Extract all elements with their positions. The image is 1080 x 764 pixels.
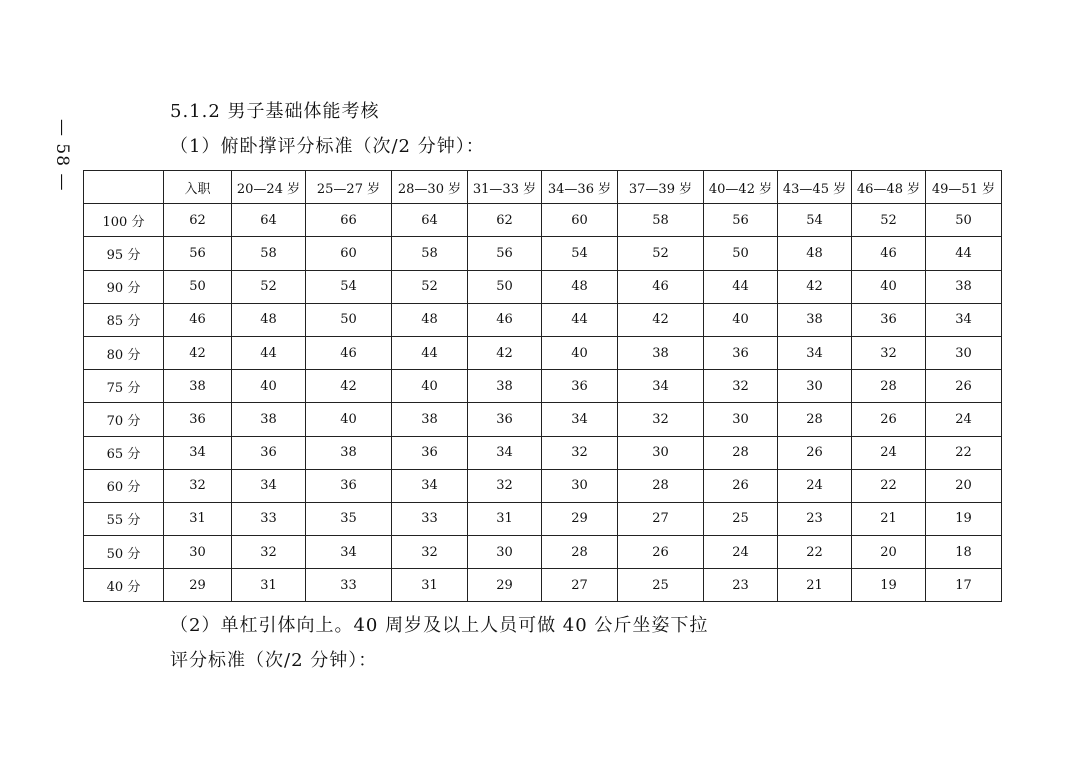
table-cell: 46 (618, 270, 704, 303)
table-row (84, 536, 1002, 569)
table-row (84, 370, 1002, 403)
table-cell: 48 (542, 270, 618, 303)
table-header-cell: 37—39 岁 (618, 171, 704, 204)
table-header-row (84, 171, 1002, 204)
table-cell: 62 (468, 204, 542, 237)
score-label-cell: 60 分 (84, 469, 164, 502)
table-cell: 31 (232, 569, 306, 602)
table-cell: 42 (778, 270, 852, 303)
pushup-score-table (83, 170, 1002, 602)
table-cell: 19 (926, 502, 1002, 535)
table-cell: 58 (232, 237, 306, 270)
table-cell: 34 (542, 403, 618, 436)
table-cell: 20 (852, 536, 926, 569)
table-cell: 36 (232, 436, 306, 469)
table-cell: 32 (164, 469, 232, 502)
table-cell: 42 (306, 370, 392, 403)
table-cell: 44 (926, 237, 1002, 270)
table-cell: 56 (704, 204, 778, 237)
table-cell: 34 (392, 469, 468, 502)
table-cell: 38 (926, 270, 1002, 303)
pullup-standard-heading: （2）单杠引体向上。40 周岁及以上人员可做 40 公斤坐姿下拉 (170, 615, 709, 636)
table-header-cell: 40—42 岁 (704, 171, 778, 204)
table-cell: 40 (392, 370, 468, 403)
table-cell: 34 (618, 370, 704, 403)
table-cell: 28 (852, 370, 926, 403)
table-cell: 40 (542, 336, 618, 369)
table-cell: 33 (392, 502, 468, 535)
table-cell: 26 (618, 536, 704, 569)
page-number: — 58 — (52, 118, 72, 192)
table-cell: 28 (618, 469, 704, 502)
score-label-cell: 90 分 (84, 270, 164, 303)
table-cell: 38 (392, 403, 468, 436)
table-cell: 30 (618, 436, 704, 469)
score-label-cell: 80 分 (84, 336, 164, 369)
table-header-cell: 43—45 岁 (778, 171, 852, 204)
table-cell: 24 (778, 469, 852, 502)
table-cell: 32 (704, 370, 778, 403)
table-cell: 22 (778, 536, 852, 569)
table-row (84, 204, 1002, 237)
table-cell: 52 (232, 270, 306, 303)
table-header-cell: 28—30 岁 (392, 171, 468, 204)
score-label-cell: 85 分 (84, 303, 164, 336)
table-cell: 56 (164, 237, 232, 270)
table-cell: 31 (392, 569, 468, 602)
table-cell: 46 (468, 303, 542, 336)
table-row (84, 403, 1002, 436)
table-cell: 24 (704, 536, 778, 569)
table-cell: 50 (306, 303, 392, 336)
score-label-cell: 70 分 (84, 403, 164, 436)
table-cell: 30 (778, 370, 852, 403)
table-cell: 52 (852, 204, 926, 237)
table-cell: 32 (618, 403, 704, 436)
table-row (84, 436, 1002, 469)
table-cell: 36 (704, 336, 778, 369)
pushup-standard-heading: （1）俯卧撑评分标准（次/2 分钟）： (170, 136, 485, 157)
table-row (84, 237, 1002, 270)
table-cell: 42 (468, 336, 542, 369)
table-cell: 29 (468, 569, 542, 602)
score-label-cell: 95 分 (84, 237, 164, 270)
table-cell: 46 (164, 303, 232, 336)
table-cell: 33 (232, 502, 306, 535)
table-cell: 52 (618, 237, 704, 270)
table-cell: 48 (232, 303, 306, 336)
table-cell: 24 (926, 403, 1002, 436)
score-label-cell: 75 分 (84, 370, 164, 403)
table-cell: 50 (468, 270, 542, 303)
table-cell: 42 (164, 336, 232, 369)
table-cell: 34 (468, 436, 542, 469)
table-cell: 40 (306, 403, 392, 436)
table-cell: 32 (392, 536, 468, 569)
table-cell: 58 (618, 204, 704, 237)
table-cell: 46 (852, 237, 926, 270)
table-cell: 28 (704, 436, 778, 469)
table-row (84, 502, 1002, 535)
table-cell: 34 (926, 303, 1002, 336)
table-cell: 46 (306, 336, 392, 369)
score-label-cell: 40 分 (84, 569, 164, 602)
table-cell: 31 (164, 502, 232, 535)
table-cell: 60 (542, 204, 618, 237)
table-cell: 22 (852, 469, 926, 502)
table-cell: 38 (618, 336, 704, 369)
table-cell: 23 (704, 569, 778, 602)
table-row (84, 469, 1002, 502)
table-cell: 36 (392, 436, 468, 469)
table-cell: 36 (542, 370, 618, 403)
table-corner-cell (84, 171, 164, 204)
table-row (84, 270, 1002, 303)
table-cell: 34 (778, 336, 852, 369)
table-cell: 21 (778, 569, 852, 602)
table-cell: 44 (392, 336, 468, 369)
table-cell: 34 (306, 536, 392, 569)
table-header-cell: 34—36 岁 (542, 171, 618, 204)
table-cell: 35 (306, 502, 392, 535)
table-cell: 19 (852, 569, 926, 602)
table-cell: 64 (392, 204, 468, 237)
table-row (84, 303, 1002, 336)
table-cell: 44 (704, 270, 778, 303)
table-cell: 50 (926, 204, 1002, 237)
table-row (84, 336, 1002, 369)
table-cell: 23 (778, 502, 852, 535)
table-cell: 38 (164, 370, 232, 403)
table-cell: 54 (778, 204, 852, 237)
section-heading: 5.1.2 男子基础体能考核 (170, 101, 380, 122)
table-cell: 40 (704, 303, 778, 336)
table-cell: 48 (778, 237, 852, 270)
table-cell: 62 (164, 204, 232, 237)
table-cell: 48 (392, 303, 468, 336)
table-cell: 26 (778, 436, 852, 469)
table-header-cell: 49—51 岁 (926, 171, 1002, 204)
table-cell: 38 (468, 370, 542, 403)
table-cell: 44 (542, 303, 618, 336)
table-cell: 28 (778, 403, 852, 436)
table-cell: 30 (542, 469, 618, 502)
table-cell: 34 (164, 436, 232, 469)
table-cell: 64 (232, 204, 306, 237)
table-cell: 21 (852, 502, 926, 535)
table-header-cell: 31—33 岁 (468, 171, 542, 204)
table-header-cell: 入职 (164, 171, 232, 204)
table-cell: 56 (468, 237, 542, 270)
table-cell: 42 (618, 303, 704, 336)
table-cell: 26 (704, 469, 778, 502)
table-cell: 32 (852, 336, 926, 369)
table-cell: 30 (704, 403, 778, 436)
table-cell: 38 (306, 436, 392, 469)
score-label-cell: 65 分 (84, 436, 164, 469)
table-cell: 32 (232, 536, 306, 569)
table-cell: 32 (468, 469, 542, 502)
table-cell: 33 (306, 569, 392, 602)
table-cell: 27 (618, 502, 704, 535)
table-cell: 31 (468, 502, 542, 535)
table-cell: 50 (704, 237, 778, 270)
table-cell: 54 (542, 237, 618, 270)
table-cell: 36 (468, 403, 542, 436)
table-cell: 60 (306, 237, 392, 270)
table-cell: 50 (164, 270, 232, 303)
table-cell: 40 (852, 270, 926, 303)
table-cell: 29 (164, 569, 232, 602)
table-row (84, 569, 1002, 602)
table-header-cell: 25—27 岁 (306, 171, 392, 204)
score-label-cell: 55 分 (84, 502, 164, 535)
table-cell: 25 (618, 569, 704, 602)
table-cell: 36 (852, 303, 926, 336)
table-cell: 22 (926, 436, 1002, 469)
table-cell: 30 (926, 336, 1002, 369)
score-label-cell: 100 分 (84, 204, 164, 237)
table-cell: 36 (306, 469, 392, 502)
table-cell: 58 (392, 237, 468, 270)
table-cell: 18 (926, 536, 1002, 569)
table-cell: 54 (306, 270, 392, 303)
table-cell: 38 (232, 403, 306, 436)
table-cell: 32 (542, 436, 618, 469)
table-cell: 20 (926, 469, 1002, 502)
table-cell: 26 (852, 403, 926, 436)
table-cell: 66 (306, 204, 392, 237)
table-cell: 40 (232, 370, 306, 403)
table-cell: 26 (926, 370, 1002, 403)
table-cell: 24 (852, 436, 926, 469)
table-cell: 34 (232, 469, 306, 502)
table-header-cell: 46—48 岁 (852, 171, 926, 204)
table-cell: 27 (542, 569, 618, 602)
table-cell: 29 (542, 502, 618, 535)
table-cell: 30 (468, 536, 542, 569)
table-header-cell: 20—24 岁 (232, 171, 306, 204)
pullup-standard-heading-cont: 评分标准（次/2 分钟）： (170, 650, 378, 671)
table-cell: 36 (164, 403, 232, 436)
table-cell: 25 (704, 502, 778, 535)
table-cell: 28 (542, 536, 618, 569)
score-label-cell: 50 分 (84, 536, 164, 569)
table-cell: 52 (392, 270, 468, 303)
table-cell: 38 (778, 303, 852, 336)
table-cell: 44 (232, 336, 306, 369)
table-cell: 17 (926, 569, 1002, 602)
table-cell: 30 (164, 536, 232, 569)
